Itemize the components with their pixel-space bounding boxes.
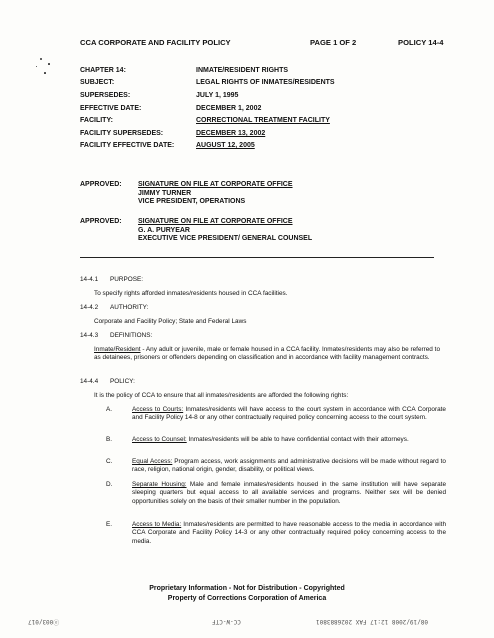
scan-speck — [36, 66, 37, 67]
item-body: Inmates/residents will have access to the court system in accordance with CCA Corporate and Facility Policy 14-8 or any other contractually required policy concerning access to the court system. — [132, 406, 446, 422]
item-letter: B. — [106, 436, 113, 443]
meta-row-effective-date — [80, 102, 410, 115]
meta-row-facility — [80, 114, 410, 127]
meta-label: SUPERSEDES: — [80, 91, 131, 99]
right-item-c — [106, 458, 446, 475]
right-item-d — [106, 481, 446, 506]
right-item-e — [106, 521, 446, 546]
scan-speck — [48, 63, 50, 65]
header-org: CCA CORPORATE AND FACILITY POLICY — [80, 38, 231, 47]
header-page-number: PAGE 1 OF 2 — [310, 38, 357, 47]
meta-value: AUGUST 12, 2005 — [196, 142, 255, 150]
policy-metadata — [80, 64, 410, 152]
approver-title: VICE PRESIDENT, OPERATIONS — [138, 198, 246, 206]
approval-signature: SIGNATURE ON FILE AT CORPORATE OFFICE — [138, 181, 293, 188]
item-body: Program access, work assignments and administrative decisions will be made without regard to race, religion, national origin, gender, disability, or political views. — [132, 458, 446, 474]
section-title: PURPOSE: — [110, 276, 144, 283]
defined-term: Inmate/Resident — [94, 346, 141, 353]
meta-label: SUBJECT: — [80, 79, 115, 87]
item-letter: D. — [106, 481, 113, 488]
item-body: Male and female inmates/residents housed in the same institution will have separate sleeping quarters but equal access to all available services and programs. Neither sex will be denied opportunities solely on the basis of their smaller number in the population. — [132, 481, 446, 505]
item-letter: C. — [106, 458, 113, 465]
approval-label: APPROVED: — [80, 218, 122, 225]
section-title: DEFINITIONS: — [110, 332, 153, 339]
approval-label: APPROVED: — [80, 181, 122, 188]
section-authority-heading — [80, 304, 148, 312]
item-term: Equal Access: — [132, 458, 173, 465]
fax-sender-id: CC-W-CTF — [212, 618, 241, 625]
meta-row-subject — [80, 77, 410, 90]
meta-label: FACILITY: — [80, 117, 113, 125]
section-number: 14-4.4 — [80, 378, 99, 385]
item-term: Access to Media: — [132, 521, 182, 528]
approver-name: JIMMY TURNER — [138, 189, 192, 197]
item-letter: A. — [106, 406, 113, 413]
meta-label: CHAPTER 14: — [80, 66, 126, 74]
meta-row-supersedes — [80, 89, 410, 102]
item-text — [132, 436, 446, 444]
fax-timestamp: 08/19/2008 12:17 FAX 2026883801 — [316, 618, 428, 625]
definition-body: - Any adult or juvenile, male or female housed in a CCA facility. Inmates/residents may also be referred to as detainees, prisoners or offenders depending on classification and in accordance with facility management contracts. — [94, 346, 440, 362]
section-definitions-heading — [80, 332, 152, 340]
section-title: POLICY: — [110, 378, 135, 385]
section-number: 14-4.3 — [80, 332, 99, 339]
approver-name: G. A. PURYEAR — [138, 226, 190, 234]
item-term: Access to Courts: — [132, 406, 184, 413]
meta-value: DECEMBER 1, 2002 — [196, 104, 262, 112]
footer-ownership-notice: Property of Corrections Corporation of America — [167, 595, 327, 602]
meta-value: DECEMBER 13, 2002 — [196, 129, 266, 137]
item-term: Access to Counsel: — [132, 436, 187, 443]
meta-label: FACILITY EFFECTIVE DATE: — [80, 142, 175, 150]
section-purpose-heading — [80, 276, 143, 284]
item-body: Inmates/residents will be able to have confidential contact with their attorneys. — [186, 436, 409, 443]
approver-title: EXECUTIVE VICE PRESIDENT/ GENERAL COUNSEL — [138, 235, 313, 243]
item-term: Separate Housing: — [132, 481, 187, 488]
meta-row-chapter — [80, 64, 410, 77]
meta-label: FACILITY SUPERSEDES: — [80, 129, 164, 137]
approval-block-1 — [80, 181, 293, 207]
right-item-b — [106, 436, 446, 444]
meta-row-facility-effective-date — [80, 140, 410, 153]
item-letter: E. — [106, 521, 113, 528]
right-item-a — [106, 406, 446, 423]
approval-block-2 — [80, 218, 312, 244]
fax-page-counter: ⓐ003/017 — [28, 618, 60, 625]
item-text — [132, 481, 446, 506]
section-policy-heading — [80, 378, 135, 386]
section-divider — [80, 257, 434, 258]
meta-value: JULY 1, 1995 — [196, 91, 239, 99]
approval-signature: SIGNATURE ON FILE AT CORPORATE OFFICE — [138, 218, 293, 225]
item-body: Inmates/residents are permitted to have reasonable access to the media in accordance with CCA Corporate and Facility Policy 14-3 or any other contractually required policy concerning access to the media. — [132, 521, 446, 545]
meta-value: LEGAL RIGHTS OF INMATES/RESIDENTS — [196, 79, 335, 87]
meta-value: INMATE/RESIDENT RIGHTS — [196, 66, 289, 74]
scan-speck — [40, 58, 42, 60]
meta-row-facility-supersedes — [80, 127, 410, 140]
scan-speck — [44, 72, 46, 74]
section-title: AUTHORITY: — [110, 304, 149, 311]
item-text — [132, 521, 446, 546]
meta-label: EFFECTIVE DATE: — [80, 104, 142, 112]
section-number: 14-4.2 — [80, 304, 99, 311]
policy-intro-text: It is the policy of CCA to ensure that all inmates/residents are afforded the following rights: — [94, 392, 349, 399]
section-number: 14-4.1 — [80, 276, 99, 283]
meta-value: CORRECTIONAL TREATMENT FACILITY — [196, 117, 330, 125]
item-text — [132, 458, 446, 475]
item-text — [132, 406, 446, 423]
header-policy-number: POLICY 14-4 — [398, 38, 444, 47]
definition-text — [94, 346, 440, 363]
authority-text: Corporate and Facility Policy; State and Federal Laws — [94, 318, 247, 325]
footer-proprietary-notice: Proprietary Information - Not for Distribution - Copyrighted — [149, 585, 345, 592]
purpose-text: To specify rights afforded inmates/residents housed in CCA facilities. — [94, 290, 288, 297]
